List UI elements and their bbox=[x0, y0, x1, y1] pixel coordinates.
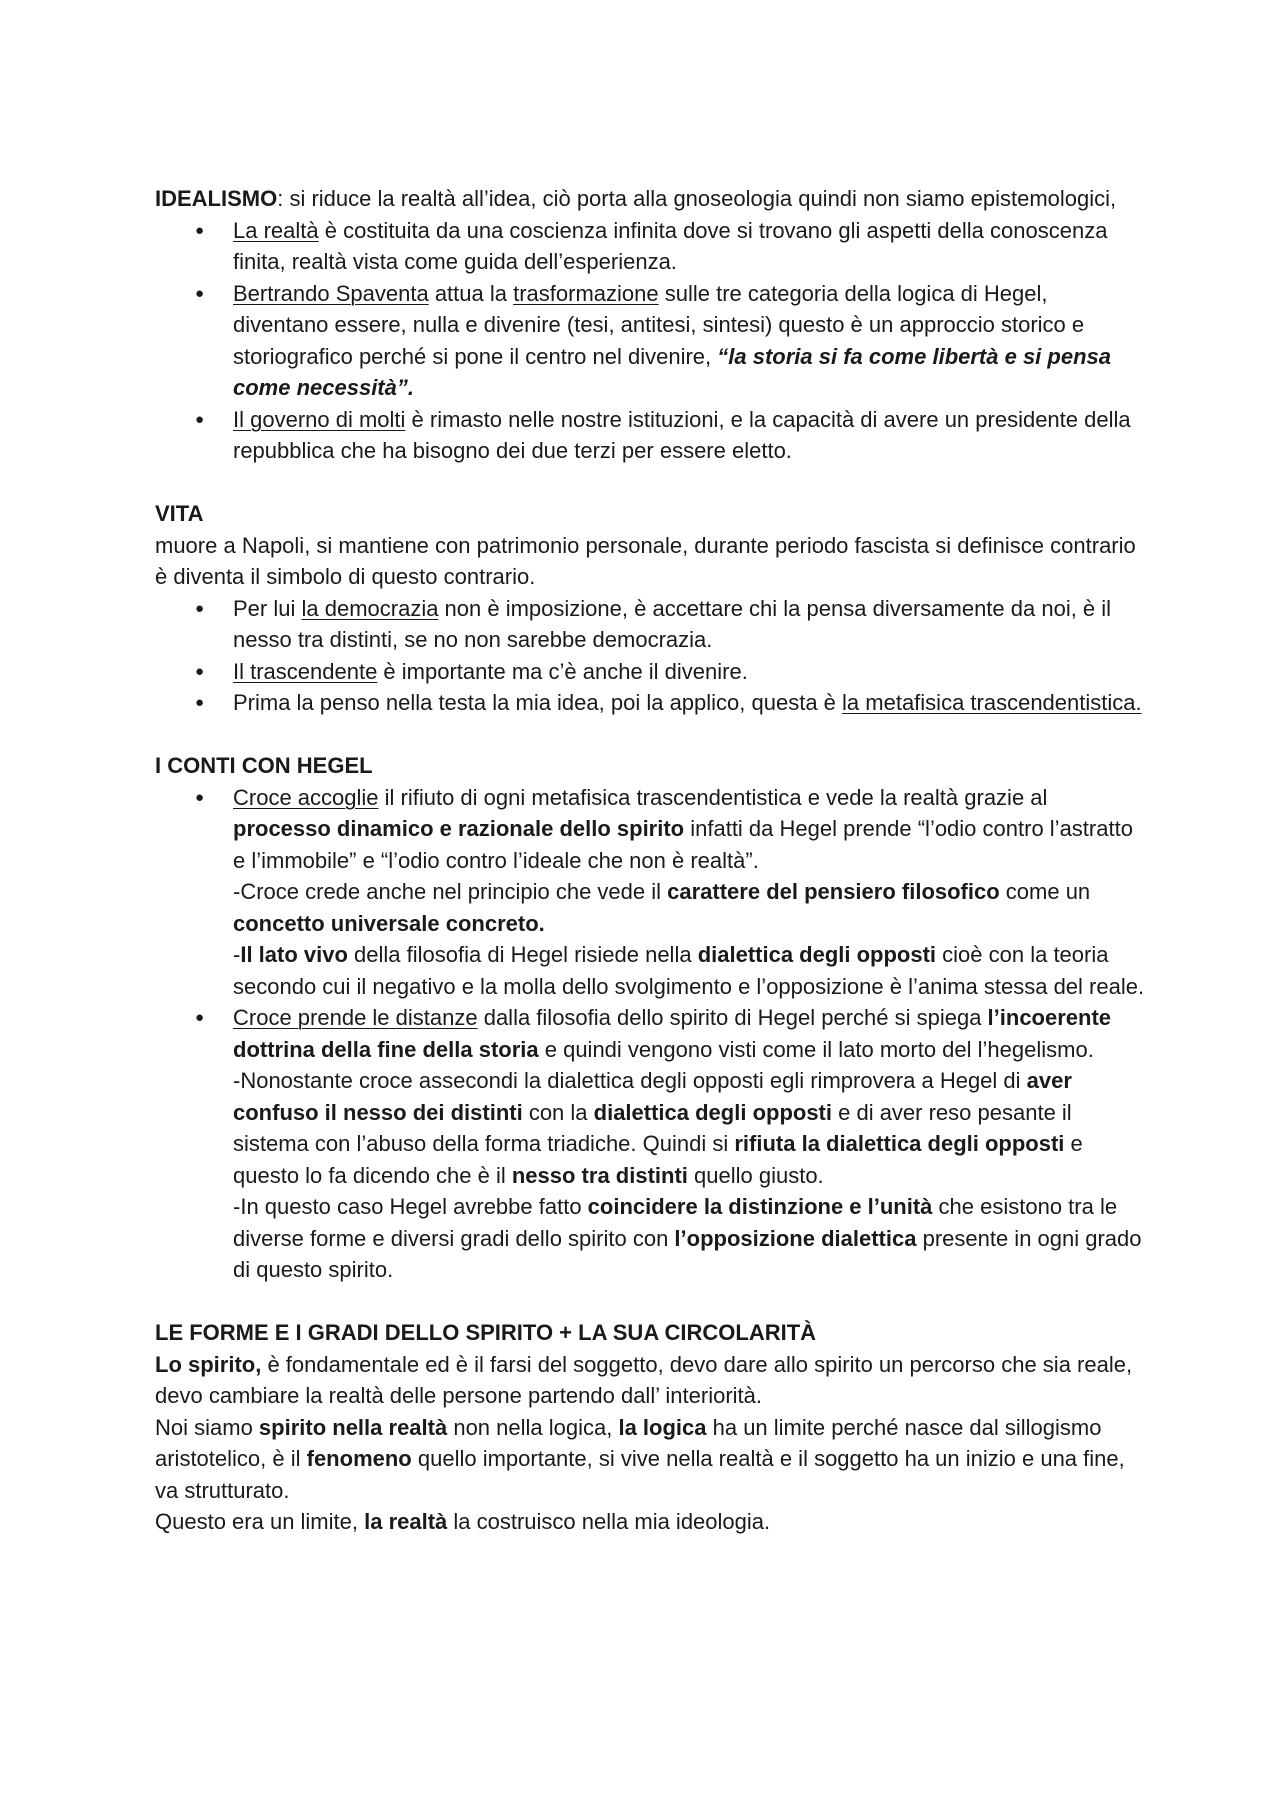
conti-list bbox=[155, 782, 1145, 1286]
list-item: ● Il governo di molti è rimasto nelle nostre istituzioni, e la capacità di avere un presidente della repubblica che ha bisogno dei due terzi per essere eletto. bbox=[155, 404, 1145, 467]
list-item: ● La realtà è costituita da una coscienza infinita dove si trovano gli aspetti della conoscenza finita, realtà vista come guida dell’esperienza. bbox=[155, 215, 1145, 278]
idealismo-intro: IDEALISMO: si riduce la realtà all’idea, ciò porta alla gnoseologia quindi non siamo epistemologici, bbox=[155, 186, 1117, 211]
forme-paragraph: Questo era un limite, la realtà la costruisco nella mia ideologia. bbox=[155, 1509, 771, 1534]
list-item: ● Per lui la democrazia non è imposizione, è accettare chi la pensa diversamente da noi, è il nesso tra distinti, se no non sarebbe democrazia. bbox=[155, 593, 1145, 656]
idealismo-list bbox=[155, 215, 1145, 467]
conti-heading: I CONTI CON HEGEL bbox=[155, 753, 373, 778]
list-item: ● Croce accoglie il rifiuto di ogni metafisica trascendentistica e vede la realtà grazie al processo dinamico e razionale dello spirito infatti da Hegel prende “l’odio contro l’astratto e l’immobile” e “l’odio contro l’ideale che non è realtà”. -Croce crede anche nel principio che vede il carattere del pensiero filosofico come un concetto universale concreto. -Il lato vivo della filosofia di Hegel risiede nella dialettica degli opposti cioè con la teoria secondo cui il negativo e la molla dello svolgimento e l’opposizione è l’anima stessa del reale. bbox=[155, 782, 1145, 1003]
list-item: ● Bertrando Spaventa attua la trasformazione sulle tre categoria della logica di Hegel, diventano essere, nulla e divenire (tesi, antitesi, sintesi) questo è un approccio storico e storiografico perché si pone il centro nel divenire, “la storia si fa come libertà e si pensa come necessità”. bbox=[155, 278, 1145, 404]
idealismo-heading: IDEALISMO bbox=[155, 186, 278, 211]
vita-list bbox=[155, 593, 1145, 719]
document-body bbox=[155, 183, 1145, 1538]
list-item: ● Il trascendente è importante ma c’è anche il divenire. bbox=[155, 656, 1145, 688]
quote: “la storia si fa come libertà e si pensa come necessità”. bbox=[233, 343, 1111, 400]
list-item: ● Prima la penso nella testa la mia idea, poi la applico, questa è la metafisica trascendentistica. bbox=[155, 687, 1145, 719]
forme-paragraph: Lo spirito, è fondamentale ed è il farsi del soggetto, devo dare allo spirito un percorso che sia reale, devo cambiare la realtà delle persone partendo dall’ interiorità. bbox=[155, 1351, 1133, 1408]
forme-heading: LE FORME E I GRADI DELLO SPIRITO + LA SUA CIRCOLARITÀ bbox=[155, 1320, 817, 1345]
vita-heading: VITA bbox=[155, 501, 204, 526]
forme-paragraph: Noi siamo spirito nella realtà non nella logica, la logica ha un limite perché nasce dal sillogismo aristotelico, è il fenomeno quello importante, si vive nella realtà e il soggetto ha un inizio e una fine, va strutturato. bbox=[155, 1414, 1125, 1503]
list-item: ● Croce prende le distanze dalla filosofia dello spirito di Hegel perché si spiega l’incoerente dottrina della fine della storia e quindi vengono visti come il lato morto del l’hegelismo. -Nonostante croce assecondi la dialettica degli opposti egli rimprovera a Hegel di aver confuso il nesso dei distinti con la dialettica degli opposti e di aver reso pesante il sistema con l’abuso della forma triadiche. Quindi si rifiuta la dialettica degli opposti e questo lo fa dicendo che è il nesso tra distinti quello giusto. -In questo caso Hegel avrebbe fatto coincidere la distinzione e l’unità che esistono tra le diverse forme e diversi gradi dello spirito con l’opposizione dialettica presente in ogni grado di questo spirito. bbox=[155, 1002, 1145, 1286]
vita-intro: muore a Napoli, si mantiene con patrimonio personale, durante periodo fascista si definisce contrario è diventa il simbolo di questo contrario. bbox=[155, 532, 1136, 589]
